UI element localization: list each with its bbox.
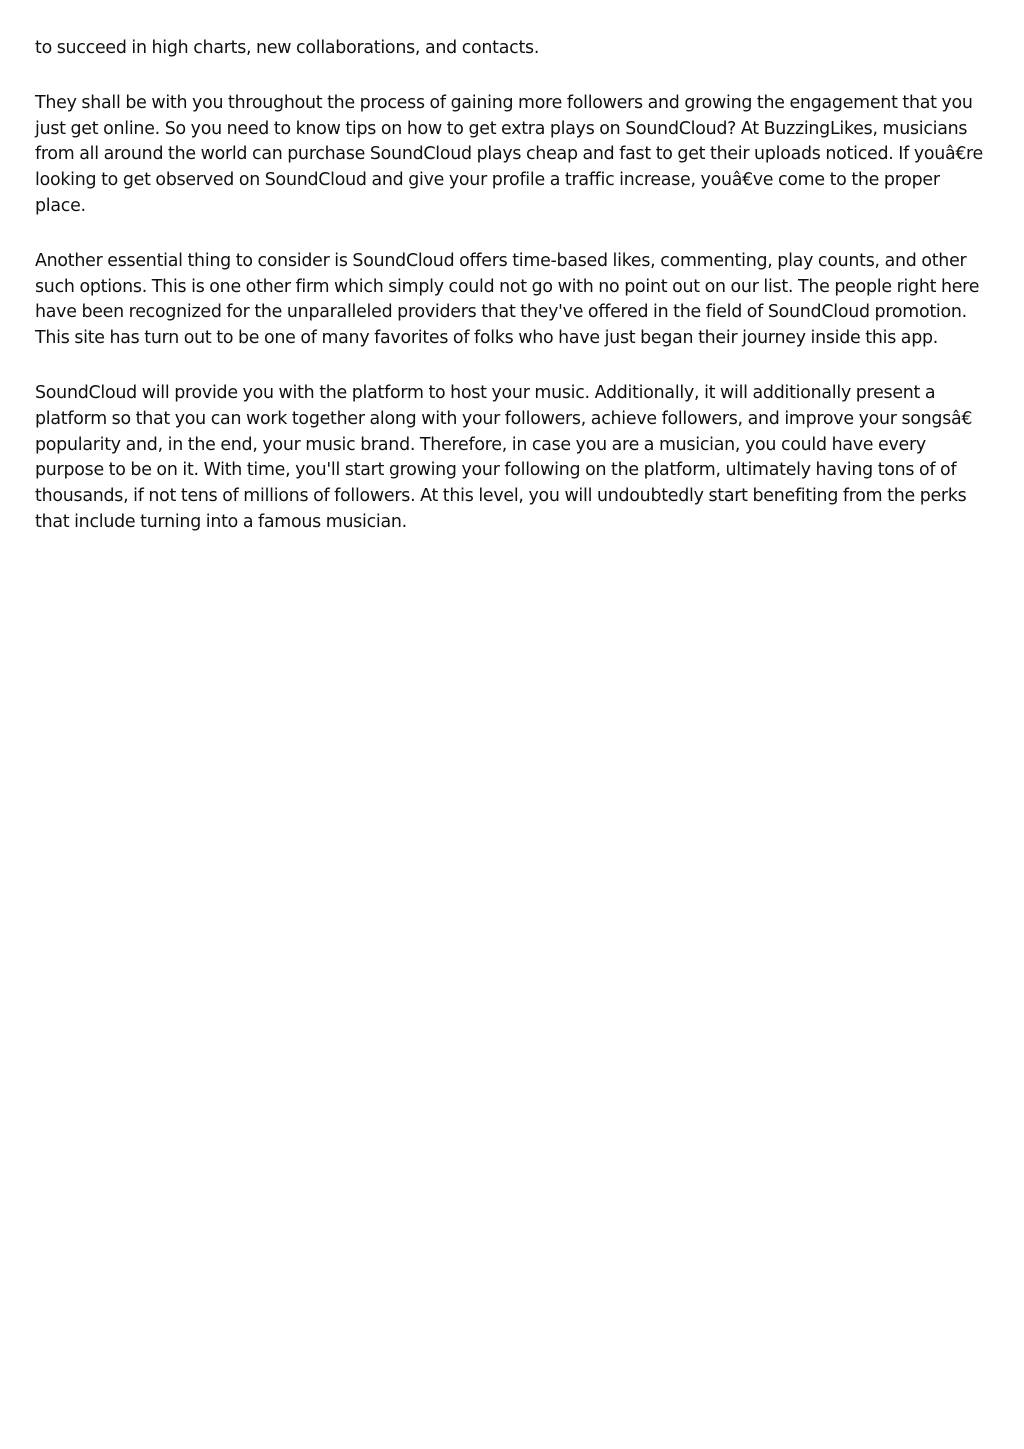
- paragraph: Another essential thing to consider is SoundCloud offers time-based likes, commenting, play counts, and other such options. This is one other firm which simply could not go with no point out on our list. The people right here have been recognized for the unparalleled providers that they've offered in the field of SoundCloud promotion. This site has turn out to be one of many favorites of folks who have just began their journey inside this app.: [35, 250, 980, 349]
- paragraph: to succeed in high charts, new collaborations, and contacts.: [35, 38, 540, 58]
- paragraph: They shall be with you throughout the process of gaining more followers and growing the engagement that you just get online. So you need to know tips on how to get extra plays on SoundCloud? At BuzzingLikes, musicians from all around the world can purchase SoundCloud plays cheap and fast to get their uploads noticed. If youâ€re looking to get observed on SoundCloud and give your profile a traffic increase, youâ€ve come to the proper place.: [35, 92, 983, 216]
- document-body: [35, 36, 995, 565]
- paragraph: SoundCloud will provide you with the platform to host your music. Additionally, it will additionally present a platform so that you can work together along with your followers, achieve followers, and improve your songsâ€ popularity and, in the end, your music brand. Therefore, in case you are a musician, you could have every purpose to be on it. With time, you'll start growing your following on the platform, ultimately having tons of of thousands, if not tens of millions of followers. At this level, you will undoubtedly start benefiting from the perks that include turning into a famous musician.: [35, 382, 972, 532]
